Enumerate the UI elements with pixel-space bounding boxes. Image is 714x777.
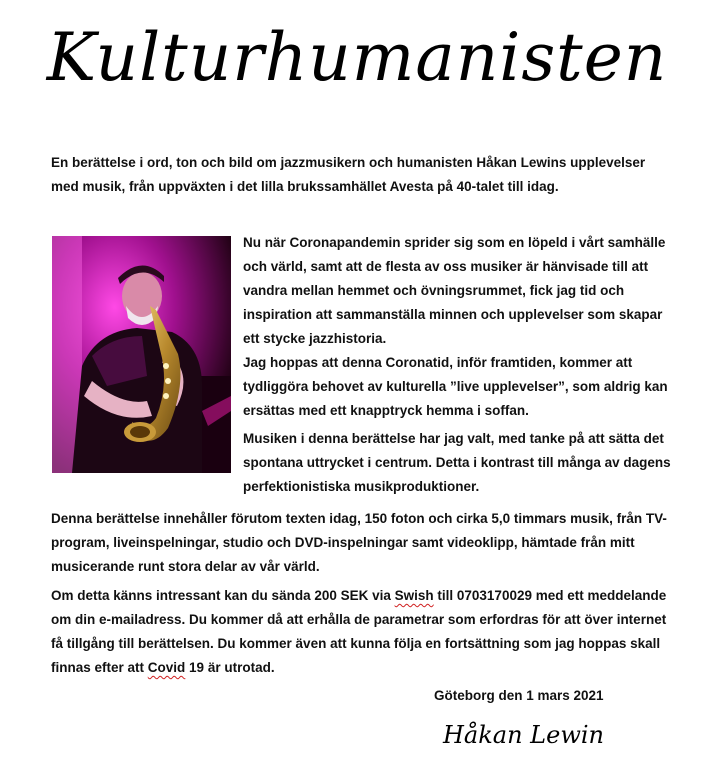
intro-paragraph: En berättelse i ord, ton och bild om jazzmusikern och humanisten Håkan Lewins upplevelser med musik, från uppväxten i det lilla brukssamhället Avesta på 40-talet till idag. [51, 155, 646, 194]
payment-paragraph [51, 584, 671, 680]
contents-paragraph: Denna berättelse innehåller förutom texten idag, 150 foton och cirka 5,0 timmars musik, från TV-program, liveinspelningar, studio och DVD-inspelningar samt videoklipp, hämtade från mitt musicerande runt stora delar av vår värld. [51, 511, 667, 574]
swish-word: Swish [394, 588, 434, 603]
saxophonist-illustration [52, 236, 231, 473]
date-line: Göteborg den 1 mars 2021 [434, 688, 604, 703]
covid-word: Covid [147, 660, 186, 675]
corona-text: Nu när Coronapandemin sprider sig som en löpeld i vårt samhälle och värld, samt att de flesta av oss musiker är hänvisade till att vandra mellan hemmet och övningsrummet, fick jag tid och inspiration att sammanställa minnen och upplevelser som skapar ett stycke jazzhistoria. [243, 235, 666, 346]
signature: Håkan Lewin [443, 721, 604, 749]
payment-text-2: till 0703170029 med ett meddelande om din e-mailadress. Du kommer då att erhålla de parametrar som erfordras för att över internet få tillgång till berättelsen. Du kommer även att kunna följa en fortsättning som jag hoppas skall finnas efter att [51, 588, 667, 675]
payment-text-3: 19 är utrotad. [185, 660, 275, 675]
page-title: Kulturhumanisten [46, 19, 668, 96]
payment-text-1: Om detta känns intressant kan du sända 200 SEK via [51, 588, 395, 603]
saxophonist-photo [52, 236, 231, 473]
live-experience-text: Jag hoppas att denna Coronatid, inför framtiden, kommer att tydliggöra behovet av kulturella ”live upplevelser”, som aldrig kan ersättas med ett knapptryck hemma i soffan. [243, 355, 668, 418]
corona-paragraph [243, 231, 673, 423]
music-choice-paragraph: Musiken i denna berättelse har jag valt, med tanke på att sätta det spontana uttrycket i centrum. Detta i kontrast till många av dagens perfektionistiska musikproduktioner. [243, 431, 671, 494]
